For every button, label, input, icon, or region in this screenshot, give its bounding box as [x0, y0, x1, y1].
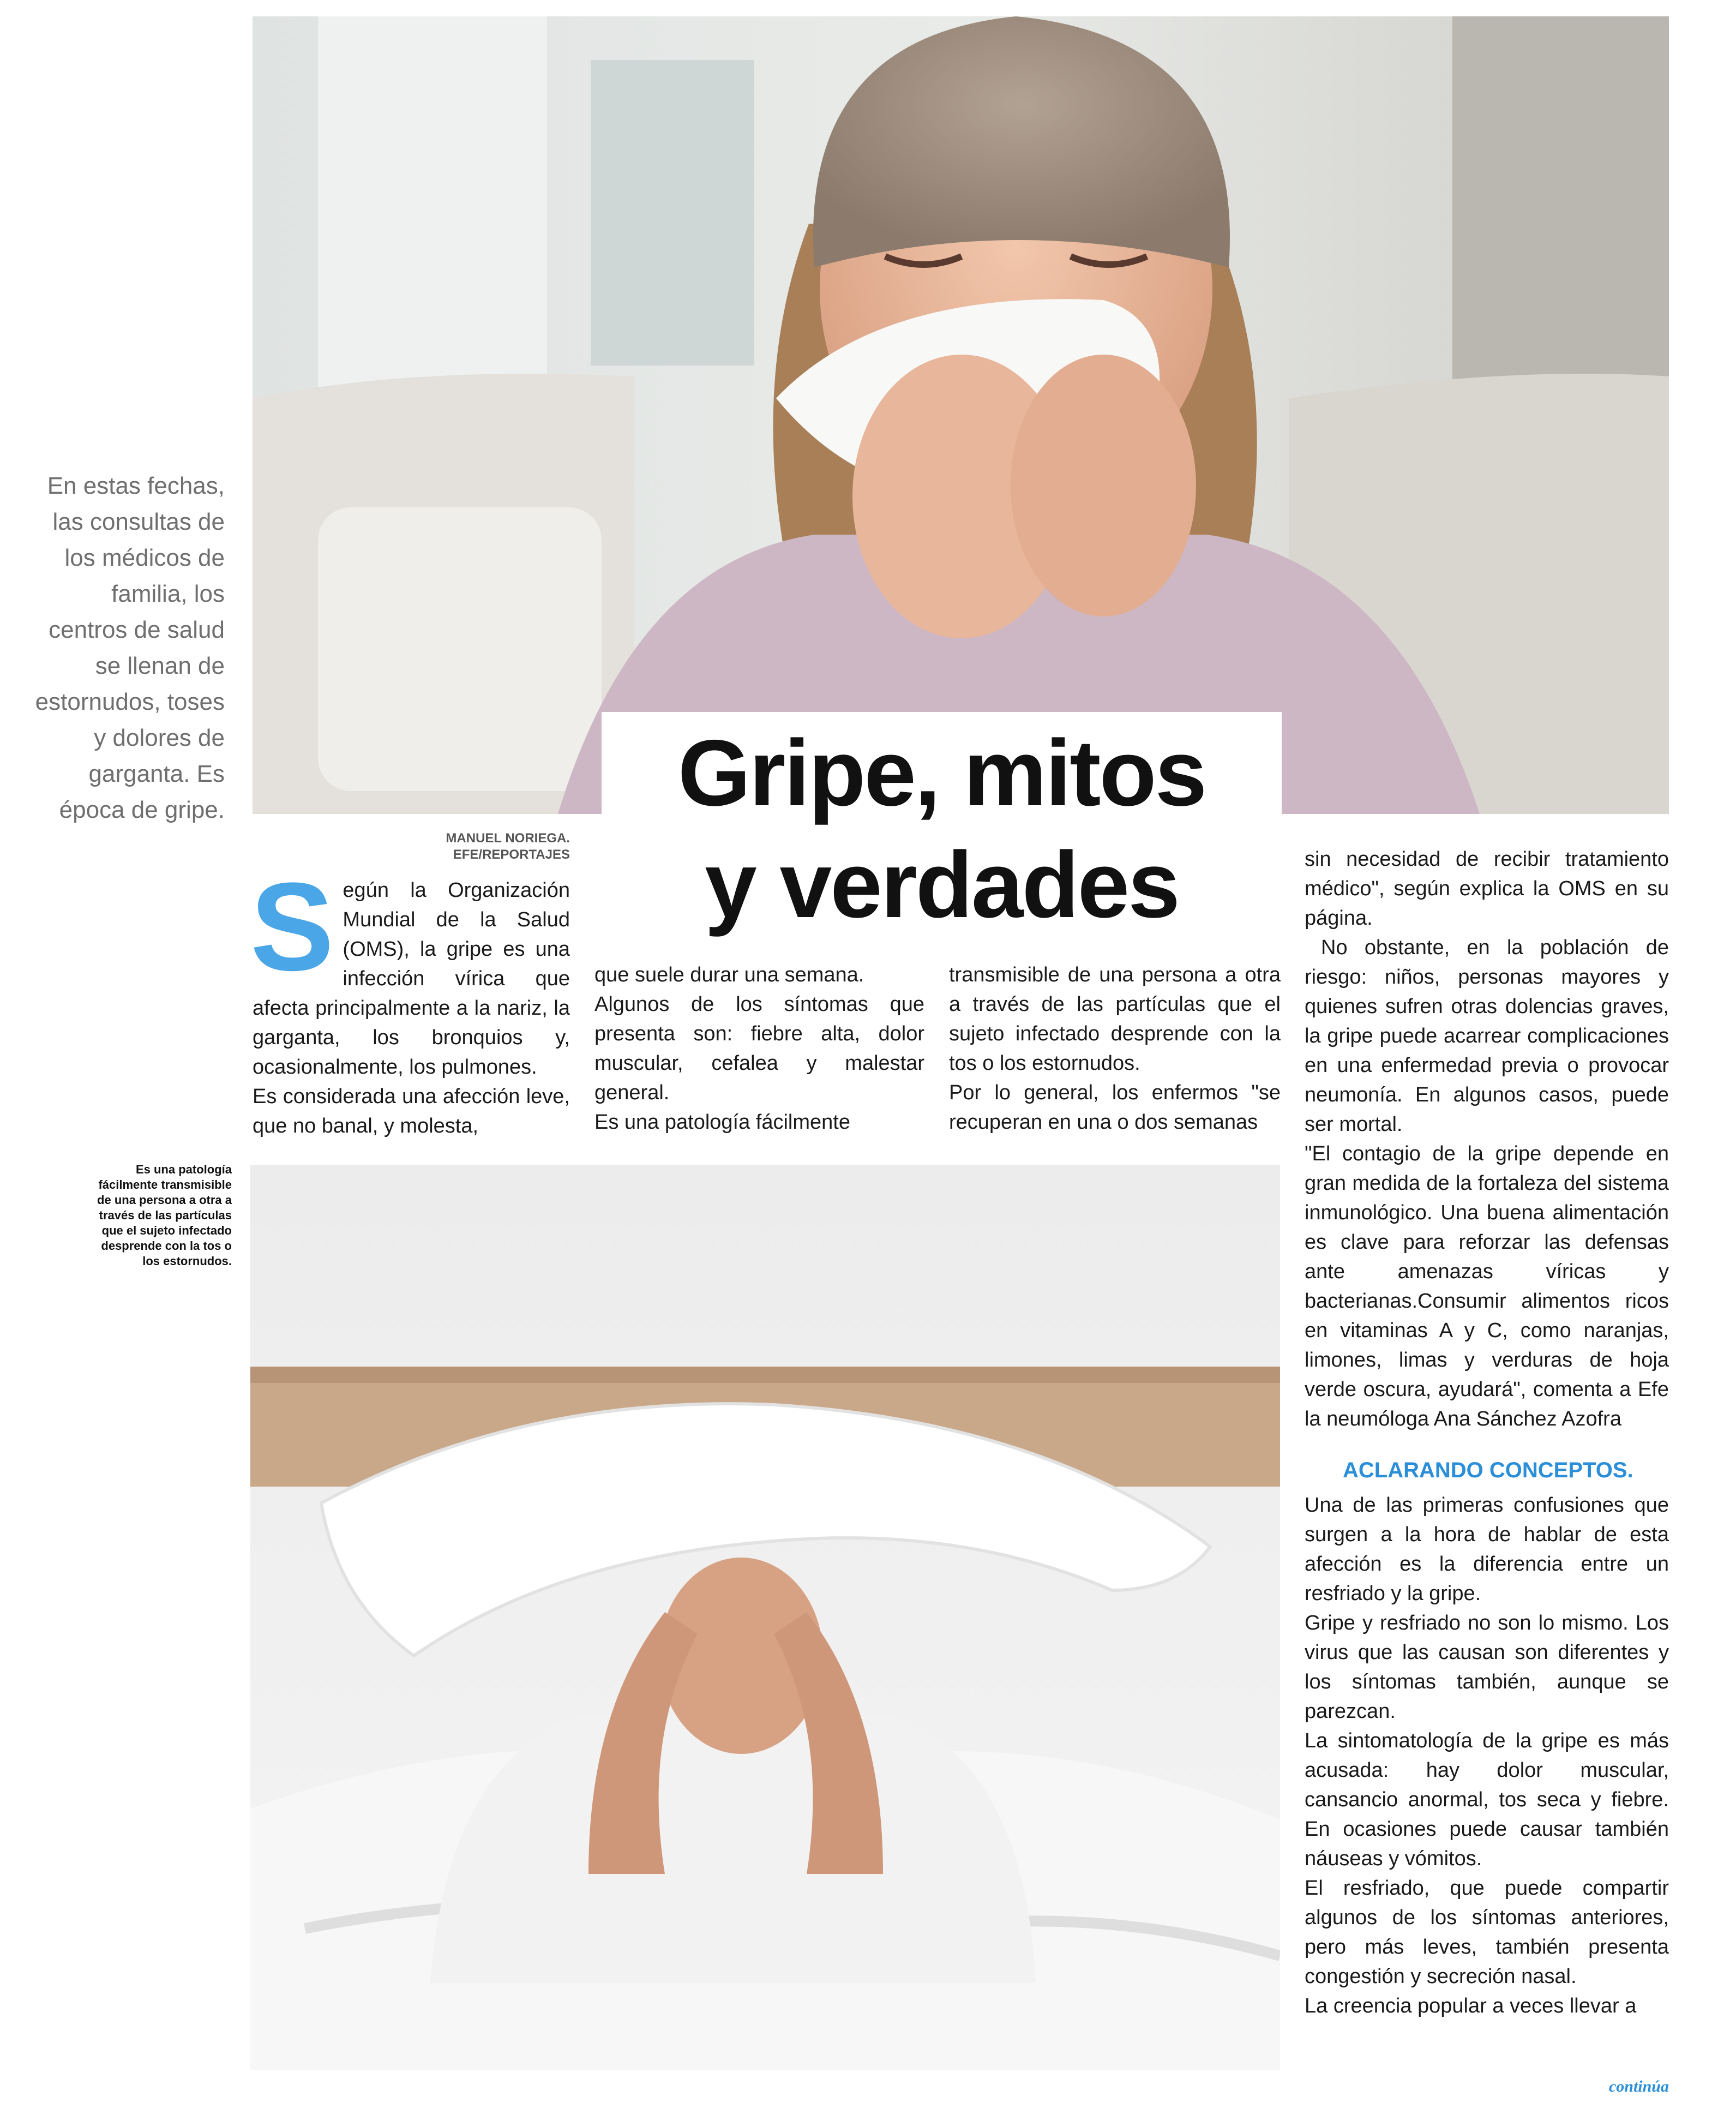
paragraph: Algunos de los síntomas que presenta son: fiebre alta, dolor muscular, cefalea y malestar general. — [594, 993, 924, 1104]
paragraph: No obstante, en la población de riesgo: niños, personas mayores y quienes sufren otras dolencias graves, la gripe puede acarrear complicaciones en una enfermedad previa o provocar neumonía. En algunos casos, puede ser mortal. — [1305, 936, 1669, 1136]
paragraph: La creencia popular a veces llevar a — [1305, 1995, 1637, 2017]
paragraph: El resfriado, que puede compartir algunos de los síntomas anteriores, pero más leves, también presenta congestión y secreción nasal. — [1305, 1877, 1669, 1988]
section-subhead: ACLARANDO CONCEPTOS. — [1343, 1458, 1633, 1482]
side-caption: En estas fechas, las consultas de los médicos de familia, los centros de salud se llenan de estornudos, toses y dolores de garganta. Es época de gripe. — [35, 472, 225, 823]
byline-author: MANUEL NORIEGA. — [446, 831, 570, 846]
paragraph: Es considerada una afección leve, que no banal, y molesta, — [253, 1085, 570, 1137]
paragraph: egún la Organización Mundial de la Salud (OMS), la gripe es una infección vírica que afecta principalmente a la nariz, la garganta, los bronquios y, ocasionalmente, los pulmones. — [253, 879, 570, 1079]
headline-line-1: Gripe, mitos — [677, 721, 1206, 825]
man-pillow-bed-photo — [250, 1165, 1280, 2070]
paragraph: Gripe y resfriado no son lo mismo. Los virus que las causan son diferentes y los síntomas también, aunque se parezcan. — [1305, 1612, 1669, 1723]
body-column-4 — [1305, 845, 1669, 2021]
paragraph: transmisible de una persona a otra a través de las partículas que el sujeto infectado desprende con la tos o los estornudos. — [949, 963, 1281, 1075]
paragraph: Una de las primeras confusiones que surgen a la hora de hablar de esta afección es la diferencia entre un resfriado y la gripe. — [1305, 1494, 1669, 1605]
byline-agency: EFE/REPORTAJES — [453, 847, 570, 862]
paragraph: La sintomatología de la gripe es más acusada: hay dolor muscular, cansancio anormal, tos seca y fiebre. En ocasiones puede causar también náuseas y vómitos. — [1305, 1729, 1669, 1870]
body-column-3 — [949, 960, 1281, 1137]
photo-caption: Es una patología fácilmente transmisible de una persona a otra a través de las partículas que el sujeto infectado desprende con la tos o los estornudos. — [97, 1163, 232, 1268]
byline — [415, 830, 570, 863]
body-column-1 — [250, 857, 570, 1141]
paragraph: "El contagio de la gripe depende en gran medida de la fortaleza del sistema inmunológico. Una buena alimentación es clave para reforzar las defensas ante amenazas víricas y bacterianas.Consumir alimentos ricos en vitaminas A y C, como naranjas, limones, limas y verduras de hoja verde oscura, ayudará", comenta a Efe la neumóloga Ana Sánchez Azofra — [1305, 1142, 1669, 1430]
headline-box — [602, 712, 1282, 952]
paragraph: que suele durar una semana. — [594, 963, 864, 986]
headline — [602, 717, 1282, 941]
paragraph: Es una patología fácilmente — [594, 1111, 850, 1134]
headline-line-2: y verdades — [705, 833, 1179, 937]
continued-label: continúa — [1608, 2077, 1669, 2095]
body-column-2 — [594, 960, 924, 1137]
drop-cap: S — [250, 857, 334, 997]
paragraph: sin necesidad de recibir tratamiento médico", según explica la OMS en su página. — [1305, 848, 1669, 930]
sick-woman-photo — [253, 16, 1669, 814]
paragraph: Por lo general, los enfermos "se recuperan en una o dos semanas — [949, 1081, 1281, 1134]
